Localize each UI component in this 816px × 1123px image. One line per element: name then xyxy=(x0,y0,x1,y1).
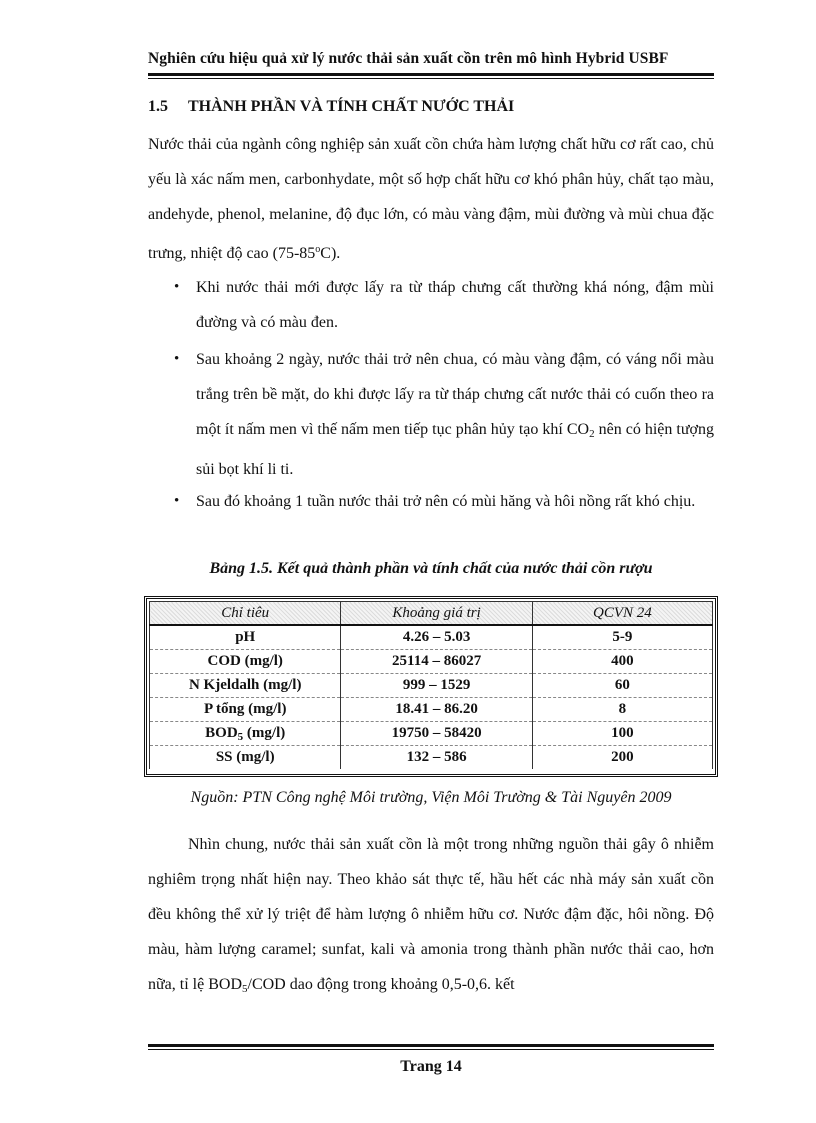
section-number: 1.5 xyxy=(148,98,168,115)
section-heading xyxy=(148,98,714,116)
param-text: BOD xyxy=(205,724,238,741)
table-cell-param xyxy=(150,674,341,698)
table-cell-range: 19750 – 58420 xyxy=(341,722,532,746)
table-header-cell: Chỉ tiêu xyxy=(150,602,341,626)
bullet-icon: • xyxy=(174,493,180,509)
table-cell-range: 4.26 – 5.03 xyxy=(341,625,532,650)
bullet-icon: • xyxy=(174,279,180,295)
intro-text: Nước thải của ngành công nghiệp sản xuất cồn chứa hàm lượng chất hữu cơ rất cao, chủ yếu là xác nấm men, carbonhydate, một số hợp chất hữu cơ khó phân hủy, chất tạo màu, andehyde, phenol, melanine, độ đục lớn, có màu vàng đậm, mùi đường và mùi chua đặc trưng, nhiệt độ cao (75-85 xyxy=(148,136,714,262)
bullet-text: Sau khoảng 2 ngày, nước thải trở nên chua, có màu vàng đậm, có váng nổi màu trắng trên bề mặt, do khi được lấy ra từ tháp chưng cất nước thải có cuốn theo ra một ít nấm men vì thế nấm men tiếp tục phân hủy tạo khí CO xyxy=(196,351,714,438)
param-text-end: (mg/l) xyxy=(243,724,286,741)
bullet-item-1 xyxy=(148,270,714,340)
table-cell-range: 999 – 1529 xyxy=(341,674,532,698)
table-cell-range: 25114 – 86027 xyxy=(341,650,532,674)
table-caption: Bảng 1.5. Kết quả thành phần và tính chất của nước thải cồn rượu xyxy=(209,560,653,577)
footer-rule-thin xyxy=(148,1049,714,1050)
header-rule-thin xyxy=(148,78,714,79)
intro-paragraph xyxy=(148,127,714,271)
bullet-item-2 xyxy=(148,342,714,487)
table-cell-param xyxy=(150,746,341,770)
table-cell-limit: 60 xyxy=(532,674,712,698)
data-table xyxy=(149,601,713,769)
table-header-cell: Khoảng giá trị xyxy=(341,602,532,626)
header-rule xyxy=(148,73,714,76)
co2-subscript: 2 xyxy=(589,428,595,440)
conclusion-text-end: /COD dao động trong khoảng 0,5-0,6. kết xyxy=(247,976,515,993)
conclusion-text: Nhìn chung, nước thải sản xuất cồn là một trong những nguồn thải gây ô nhiễm nghiêm trọng nhất hiện nay. Theo khảo sát thực tế, hầu hết các nhà máy sản xuất cồn đều không thể xử lý triệt để hàm lượng ô nhiễm hữu cơ. Nước đậm đặc, hôi nồng. Độ màu, hàm lượng caramel; sunfat, kali và amonia trong thành phần nước thải cao, hơn nữa, tỉ lệ BOD xyxy=(148,836,714,993)
table-row xyxy=(150,674,713,698)
table-header-row xyxy=(150,602,713,626)
table-cell-limit: 400 xyxy=(532,650,712,674)
data-table-frame xyxy=(144,596,718,777)
table-cell-limit: 8 xyxy=(532,698,712,722)
table-source-note: Nguồn: PTN Công nghệ Môi trường, Viện Môi Trường & Tài Nguyên 2009 xyxy=(190,789,672,806)
param-text: SS (mg/l) xyxy=(215,749,275,765)
table-cell-range: 18.41 – 86.20 xyxy=(341,698,532,722)
param-text: P tổng (mg/l) xyxy=(203,701,287,717)
table-row xyxy=(150,650,713,674)
bullet-item-3 xyxy=(148,484,714,519)
table-cell-param xyxy=(150,650,341,674)
table-cell-limit: 200 xyxy=(532,746,712,770)
table-header-cell: QCVN 24 xyxy=(532,602,712,626)
bod5-subscript: 5 xyxy=(237,730,244,743)
running-header: Nghiên cứu hiệu quả xử lý nước thải sản xuất cồn trên mô hình Hybrid USBF xyxy=(148,50,669,67)
section-title: THÀNH PHẦN VÀ TÍNH CHẤT NƯỚC THẢI xyxy=(188,98,515,115)
degree-superscript: o xyxy=(315,244,321,255)
page-number: Trang 14 xyxy=(400,1058,462,1075)
table-cell-param xyxy=(150,698,341,722)
table-row xyxy=(150,625,713,650)
param-text: N Kjeldalh (mg/l) xyxy=(188,677,302,693)
table-row xyxy=(150,722,713,746)
conclusion-paragraph xyxy=(148,827,714,1007)
bullet-text-end: nên có hiện tượng sủi bọt khí li ti. xyxy=(196,421,714,478)
bullet-text: Khi nước thải mới được lấy ra từ tháp chưng cất thường khá nóng, đậm mùi đường và có màu đen. xyxy=(196,279,714,331)
footer-rule xyxy=(148,1044,714,1047)
table-cell-param xyxy=(150,625,341,650)
table-cell-range: 132 – 586 xyxy=(341,746,532,770)
table-row xyxy=(150,698,713,722)
param-text: pH xyxy=(235,629,256,645)
intro-text-end: C). xyxy=(320,245,341,262)
bod5-subscript: 5 xyxy=(242,983,248,995)
table-cell-param xyxy=(150,722,341,746)
bullet-icon: • xyxy=(174,351,180,367)
param-text: COD (mg/l) xyxy=(207,653,283,669)
bullet-text: Sau đó khoảng 1 tuần nước thải trở nên có mùi hăng và hôi nồng rất khó chịu. xyxy=(196,493,696,510)
table-cell-limit: 100 xyxy=(532,722,712,746)
table-cell-limit: 5-9 xyxy=(532,625,712,650)
table-row xyxy=(150,746,713,770)
